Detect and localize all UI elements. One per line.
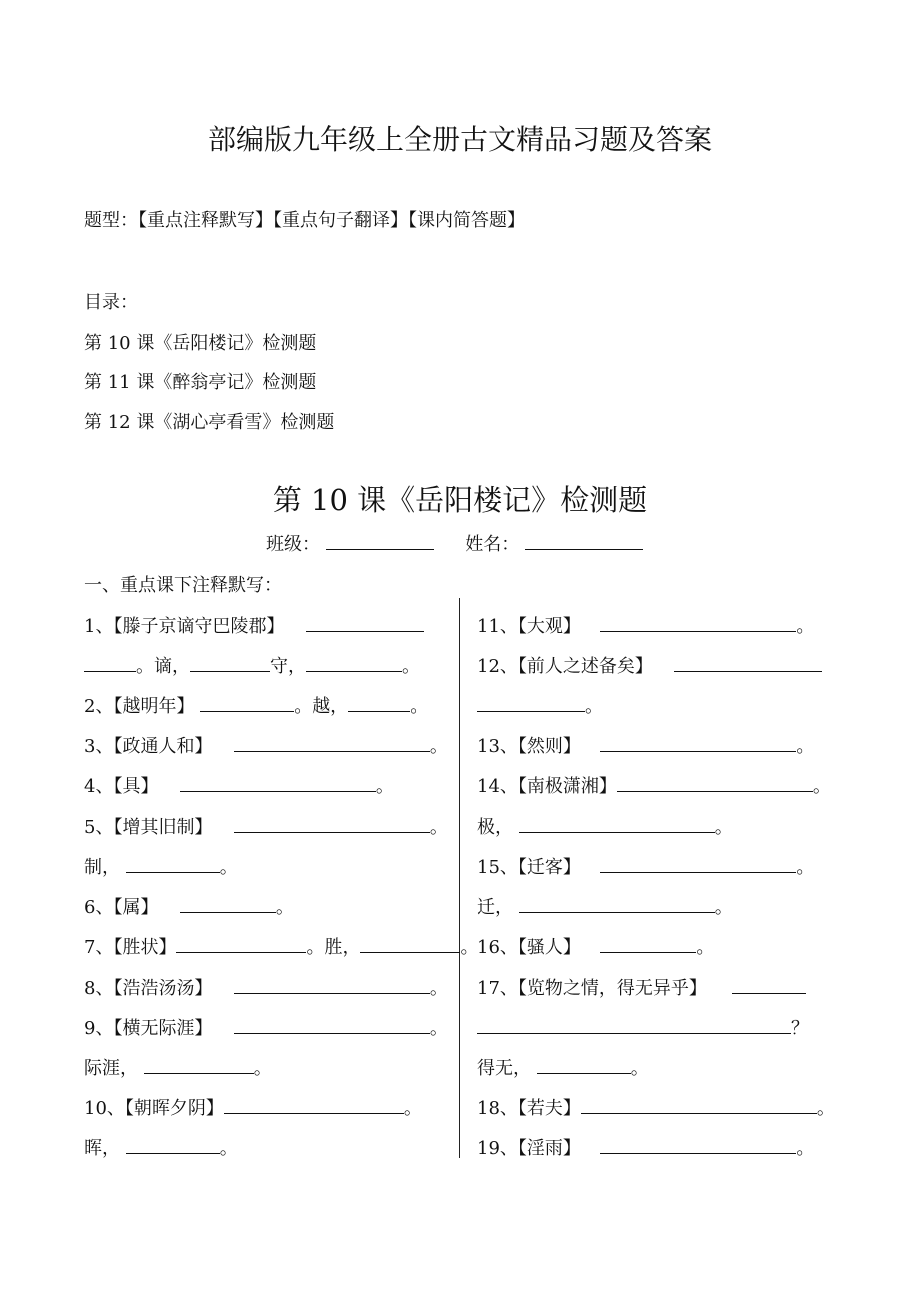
- question-6: [84, 893, 294, 919]
- question-1: [84, 612, 424, 638]
- answer-blank[interactable]: [144, 1055, 254, 1074]
- period: 。: [429, 817, 448, 838]
- question-label: 7、【胜状】: [84, 937, 177, 958]
- period: 。: [375, 776, 394, 797]
- question-1-parts: [84, 652, 420, 678]
- answer-blank[interactable]: [519, 894, 715, 913]
- period: 。: [812, 776, 831, 797]
- question-15-parts: [477, 893, 733, 919]
- part-label: 晖，: [84, 1138, 120, 1159]
- answer-blank[interactable]: [234, 814, 430, 833]
- answer-blank[interactable]: [600, 613, 796, 632]
- period: 。: [630, 1058, 649, 1079]
- question-label: 14、【南极潇湘】: [477, 776, 617, 797]
- part-label: 谪，: [154, 656, 190, 677]
- question-17-cont: [477, 1014, 809, 1040]
- class-name-row: [266, 530, 643, 556]
- question-mark: ？: [791, 1018, 809, 1039]
- answer-blank[interactable]: [600, 854, 796, 873]
- class-blank[interactable]: [326, 531, 434, 550]
- question-label: 8、【浩浩汤汤】: [84, 978, 213, 999]
- answer-blank[interactable]: [200, 693, 294, 712]
- answer-blank[interactable]: [126, 854, 220, 873]
- question-label: 19、【淫雨】: [477, 1138, 581, 1159]
- toc-heading: 目录：: [84, 292, 138, 313]
- toc-item-3: 第 12 课《湖心亭看雪》检测题: [84, 412, 335, 433]
- period: 。: [275, 897, 294, 918]
- answer-blank[interactable]: [224, 1095, 404, 1114]
- period: 。: [136, 656, 154, 677]
- answer-blank[interactable]: [600, 934, 696, 953]
- section-1-heading: 一、重点课下注释默写：: [84, 575, 282, 596]
- question-label: 5、【增其旧制】: [84, 817, 213, 838]
- answer-blank[interactable]: [190, 653, 270, 672]
- part-label: 越，: [312, 696, 349, 717]
- answer-blank[interactable]: [180, 894, 276, 913]
- part-label: 极，: [477, 817, 513, 838]
- question-5: [84, 813, 448, 839]
- question-16: [477, 933, 714, 959]
- question-label: 2、【越明年】: [84, 696, 195, 717]
- answer-blank[interactable]: [180, 773, 376, 792]
- name-blank[interactable]: [525, 531, 643, 550]
- question-label: 12、【前人之述备矣】: [477, 656, 653, 677]
- name-label: 姓名：: [465, 534, 520, 555]
- question-10-parts: [84, 1134, 238, 1160]
- period: 。: [460, 937, 479, 958]
- period: 。: [816, 1098, 835, 1119]
- question-label: 15、【迁客】: [477, 857, 581, 878]
- answer-blank[interactable]: [234, 975, 430, 994]
- period: 。: [429, 736, 448, 757]
- answer-blank[interactable]: [674, 653, 822, 672]
- part-label: 迁，: [477, 897, 513, 918]
- question-label: 4、【具】: [84, 776, 159, 797]
- answer-blank[interactable]: [234, 733, 430, 752]
- question-label: 17、【览物之情，得无异乎】: [477, 978, 707, 999]
- answer-blank[interactable]: [600, 733, 796, 752]
- question-11: [477, 612, 814, 638]
- period: 。: [294, 696, 313, 717]
- question-label: 18、【若夫】: [477, 1098, 581, 1119]
- period: 。: [219, 1138, 238, 1159]
- question-15: [477, 853, 814, 879]
- question-label: 3、【政通人和】: [84, 736, 213, 757]
- answer-blank[interactable]: [234, 1015, 430, 1034]
- answer-blank[interactable]: [600, 1135, 796, 1154]
- answer-blank[interactable]: [617, 773, 813, 792]
- question-label: 1、【滕子京谪守巴陵郡】: [84, 616, 285, 637]
- question-label: 13、【然则】: [477, 736, 581, 757]
- question-3: [84, 732, 448, 758]
- period: 。: [796, 736, 815, 757]
- period: 。: [714, 817, 733, 838]
- period: 。: [403, 1098, 422, 1119]
- column-divider: [459, 598, 460, 1158]
- question-13: [477, 732, 814, 758]
- question-14-parts: [477, 813, 733, 839]
- question-label: 11、【大观】: [477, 616, 581, 637]
- answer-blank[interactable]: [306, 653, 402, 672]
- period: 。: [714, 897, 733, 918]
- answer-blank[interactable]: [581, 1095, 817, 1114]
- answer-blank[interactable]: [176, 934, 306, 953]
- question-9: [84, 1014, 448, 1040]
- question-label: 9、【横无际涯】: [84, 1018, 213, 1039]
- answer-blank[interactable]: [732, 975, 806, 994]
- answer-blank[interactable]: [537, 1055, 631, 1074]
- lesson-title: 第 10 课《岳阳楼记》检测题: [272, 483, 648, 517]
- answer-blank[interactable]: [360, 934, 460, 953]
- period: 。: [796, 857, 815, 878]
- period: 。: [306, 937, 325, 958]
- period: 。: [253, 1058, 272, 1079]
- period: 。: [429, 1018, 448, 1039]
- question-4: [84, 772, 394, 798]
- period: 。: [696, 937, 715, 958]
- answer-blank[interactable]: [84, 653, 136, 672]
- period: 。: [796, 616, 815, 637]
- question-label: 6、【属】: [84, 897, 159, 918]
- document-title: 部编版九年级上全册古文精品习题及答案: [207, 123, 712, 156]
- answer-blank[interactable]: [477, 693, 585, 712]
- toc-item-2: 第 11 课《醉翁亭记》检测题: [84, 372, 317, 393]
- question-12-cont: [477, 692, 603, 718]
- question-17: [477, 974, 806, 1000]
- class-label: 班级：: [266, 534, 320, 555]
- answer-blank[interactable]: [477, 1015, 791, 1034]
- answer-blank[interactable]: [519, 814, 715, 833]
- period: 。: [585, 696, 603, 717]
- period: 。: [796, 1138, 815, 1159]
- question-12: [477, 652, 822, 678]
- question-2: [84, 692, 428, 718]
- question-19: [477, 1134, 814, 1160]
- part-label: 际涯，: [84, 1058, 138, 1079]
- question-5-parts: [84, 853, 238, 879]
- toc-item-1: 第 10 课《岳阳楼记》检测题: [84, 333, 317, 354]
- question-8: [84, 974, 448, 1000]
- answer-blank[interactable]: [126, 1135, 220, 1154]
- question-10: [84, 1094, 422, 1120]
- question-17-parts: [477, 1054, 649, 1080]
- part-label: 胜，: [324, 937, 361, 958]
- answer-blank[interactable]: [306, 613, 424, 632]
- question-14: [477, 772, 831, 798]
- part-label: 守，: [270, 656, 306, 677]
- part-label: 得无，: [477, 1058, 531, 1079]
- answer-blank[interactable]: [348, 693, 410, 712]
- period: 。: [410, 696, 429, 717]
- period: 。: [429, 978, 448, 999]
- question-9-parts: [84, 1054, 272, 1080]
- part-label: 制，: [84, 857, 120, 878]
- period: 。: [402, 656, 420, 677]
- question-label: 10、【朝晖夕阴】: [84, 1098, 224, 1119]
- question-label: 16、【骚人】: [477, 937, 581, 958]
- question-18: [477, 1094, 835, 1120]
- period: 。: [219, 857, 238, 878]
- question-7: [84, 933, 478, 959]
- question-types-line: 题型：【重点注释默写】【重点句子翻译】【课内简答题】: [84, 210, 525, 231]
